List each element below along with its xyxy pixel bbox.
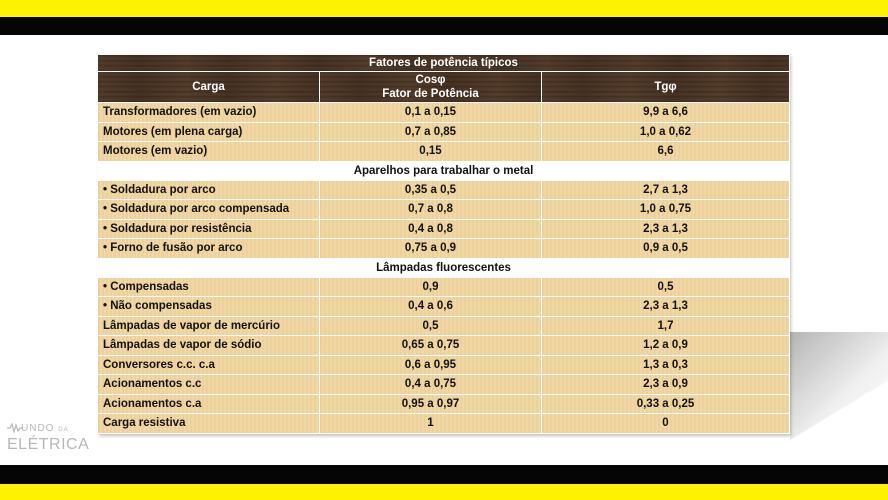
- table-row: [98, 200, 790, 220]
- cell-tg: 6,6: [542, 142, 790, 162]
- cell-tg: 1,3 a 0,3: [542, 355, 790, 375]
- cell-carga: Acionamentos c.c: [98, 375, 320, 395]
- table-row: [98, 375, 790, 395]
- bottom-black-band: [0, 465, 888, 484]
- cell-cos: 0,7 a 0,85: [320, 122, 542, 142]
- cell-tg: 2,3 a 0,9: [542, 375, 790, 395]
- table-row: [98, 277, 790, 297]
- section-title-lamp: Lâmpadas fluorescentes: [98, 258, 790, 277]
- cell-tg: 0: [542, 414, 790, 434]
- table-row: [98, 297, 790, 317]
- table-shadow: [790, 332, 888, 440]
- table-row: [98, 142, 790, 162]
- header-carga: Carga: [98, 72, 320, 103]
- cell-cos: 0,35 a 0,5: [320, 180, 542, 200]
- section-row-lamp: [98, 258, 790, 277]
- table-row: [98, 103, 790, 123]
- header-cos-line1: Cosφ: [415, 74, 446, 86]
- table-row: [98, 316, 790, 336]
- table-header-row: [98, 72, 790, 103]
- cell-cos: 0,5: [320, 316, 542, 336]
- cell-carga: • Soldadura por arco compensada: [98, 200, 320, 220]
- cell-cos: 0,9: [320, 277, 542, 297]
- cell-tg: 2,3 a 1,3: [542, 297, 790, 317]
- cell-carga: Motores (em plena carga): [98, 122, 320, 142]
- cell-tg: 1,0 a 0,75: [542, 200, 790, 220]
- cell-carga: Carga resistiva: [98, 414, 320, 434]
- cell-cos: 0,95 a 0,97: [320, 394, 542, 414]
- cell-carga: Conversores c.c. c.a: [98, 355, 320, 375]
- header-cos-line2: Fator de Potência: [382, 88, 479, 100]
- table-row: [98, 394, 790, 414]
- cell-carga: • Forno de fusão por arco: [98, 239, 320, 259]
- cell-cos: 1: [320, 414, 542, 434]
- cell-carga: Transformadores (em vazio): [98, 103, 320, 123]
- cell-carga: • Compensadas: [98, 277, 320, 297]
- logo-top-small: DA: [58, 427, 69, 433]
- table-row: [98, 336, 790, 356]
- cell-cos: 0,65 a 0,75: [320, 336, 542, 356]
- cell-tg: 9,9 a 6,6: [542, 103, 790, 123]
- cell-cos: 0,4 a 0,8: [320, 219, 542, 239]
- cell-carga: Motores (em vazio): [98, 142, 320, 162]
- cell-carga: • Soldadura por resistência: [98, 219, 320, 239]
- header-cos: [320, 72, 542, 103]
- cell-cos: 0,1 a 0,15: [320, 103, 542, 123]
- cell-cos: 0,4 a 0,75: [320, 375, 542, 395]
- logo-bottom-text: ELÉTRICA: [7, 436, 90, 453]
- cell-cos: 0,6 a 0,95: [320, 355, 542, 375]
- table-row: [98, 219, 790, 239]
- table-row: [98, 180, 790, 200]
- cell-tg: 1,0 a 0,62: [542, 122, 790, 142]
- logo-top-line: [21, 423, 69, 434]
- cell-carga: Lâmpadas de vapor de sódio: [98, 336, 320, 356]
- section-row-metal: [98, 161, 790, 180]
- cell-cos: 0,75 a 0,9: [320, 239, 542, 259]
- cell-cos: 0,4 a 0,6: [320, 297, 542, 317]
- cell-tg: 0,5: [542, 277, 790, 297]
- table-title: Fatores de potência típicos: [98, 55, 790, 72]
- logo-top-text: UNDO: [21, 423, 55, 434]
- power-factor-table: [97, 54, 789, 434]
- cell-carga: • Não compensadas: [98, 297, 320, 317]
- table-row: [98, 239, 790, 259]
- cell-tg: 1,7: [542, 316, 790, 336]
- cell-tg: 0,33 a 0,25: [542, 394, 790, 414]
- cell-carga: Acionamentos c.a: [98, 394, 320, 414]
- table-row: [98, 414, 790, 434]
- top-black-band: [0, 17, 888, 35]
- cell-tg: 2,7 a 1,3: [542, 180, 790, 200]
- cell-carga: • Soldadura por arco: [98, 180, 320, 200]
- cell-carga: Lâmpadas de vapor de mercúrio: [98, 316, 320, 336]
- table-row: [98, 122, 790, 142]
- cell-cos: 0,7 a 0,8: [320, 200, 542, 220]
- cell-tg: 1,2 a 0,9: [542, 336, 790, 356]
- cell-tg: 2,3 a 1,3: [542, 219, 790, 239]
- top-yellow-band: [0, 0, 888, 17]
- cell-tg: 0,9 a 0,5: [542, 239, 790, 259]
- header-tg: Tgφ: [542, 72, 790, 103]
- cell-cos: 0,15: [320, 142, 542, 162]
- bottom-yellow-band: [0, 484, 888, 500]
- table-title-row: [98, 55, 790, 72]
- table-row: [98, 355, 790, 375]
- mundo-da-eletrica-logo: [7, 421, 91, 457]
- section-title-metal: Aparelhos para trabalhar o metal: [98, 161, 790, 180]
